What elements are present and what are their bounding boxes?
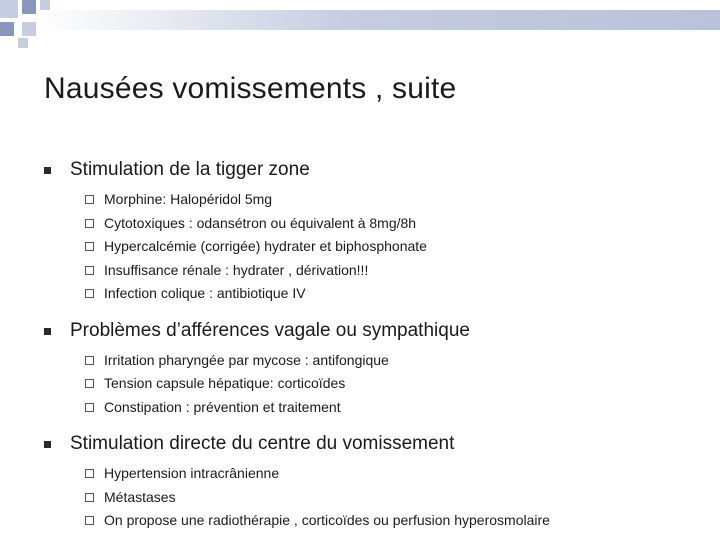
- hollow-square-bullet-icon: [85, 219, 94, 228]
- list-item-text: Infection colique : antibiotique IV: [104, 285, 306, 301]
- slide-content: [44, 158, 704, 546]
- list-item: [44, 235, 704, 259]
- list-item: [44, 509, 704, 533]
- decorative-header: [0, 0, 720, 50]
- decorative-square: [18, 38, 28, 48]
- sub-list: [44, 349, 704, 420]
- list-item: [44, 259, 704, 283]
- hollow-square-bullet-icon: [85, 289, 94, 298]
- hollow-square-bullet-icon: [85, 379, 94, 388]
- hollow-square-bullet-icon: [85, 403, 94, 412]
- list-item: [44, 188, 704, 212]
- hollow-square-bullet-icon: [85, 469, 94, 478]
- list-item-text: Tension capsule hépatique: corticoïdes: [104, 375, 346, 391]
- list-item: [44, 349, 704, 373]
- hollow-square-bullet-icon: [85, 493, 94, 502]
- hollow-square-bullet-icon: [85, 242, 94, 251]
- list-item-text: On propose une radiothérapie , corticoïdes ou perfusion hyperosmolaire: [104, 512, 550, 528]
- section-heading: [44, 432, 704, 456]
- list-item-text: Irritation pharyngée par mycose : antifongique: [104, 351, 389, 368]
- list-item-text: Insuffisance rénale : hydrater , dérivation!!!: [104, 261, 369, 278]
- section: [44, 319, 704, 420]
- decorative-square: [22, 22, 36, 36]
- hollow-square-bullet-icon: [85, 195, 94, 204]
- list-item-text: Métastases: [104, 488, 176, 505]
- sub-list: [44, 188, 704, 306]
- section: [44, 432, 704, 533]
- slide-title: Nausées vomissements , suite: [44, 72, 457, 105]
- square-bullet-icon: [44, 167, 51, 174]
- decorative-square: [40, 0, 50, 10]
- list-item-text: Constipation : prévention et traitement: [104, 398, 341, 415]
- list-item: [44, 462, 704, 486]
- list-item: [44, 486, 704, 510]
- section-heading: [44, 319, 704, 343]
- decorative-square: [0, 0, 18, 18]
- list-item-text: Cytotoxiques : odansétron ou équivalent à 8mg/8h: [104, 214, 417, 231]
- heading-text: Problèmes d’afférences vagale ou sympathique: [70, 319, 470, 341]
- heading-text: Stimulation directe du centre du vomissement: [70, 433, 455, 454]
- square-bullet-icon: [44, 441, 51, 448]
- section-heading: [44, 158, 704, 182]
- hollow-square-bullet-icon: [85, 356, 94, 365]
- list-item: [44, 282, 704, 306]
- hollow-square-bullet-icon: [85, 516, 94, 525]
- sub-list: [44, 462, 704, 533]
- square-bullet-icon: [44, 328, 51, 335]
- heading-text: Stimulation de la tigger zone: [70, 159, 310, 180]
- list-item-text: Morphine: Halopéridol 5mg: [104, 191, 273, 207]
- decorative-square: [22, 0, 36, 14]
- list-item: [44, 372, 704, 396]
- list-item: [44, 396, 704, 420]
- section: [44, 158, 704, 306]
- list-item: [44, 212, 704, 236]
- list-item-text: Hypertension intracrânienne: [104, 465, 280, 481]
- decorative-banner: [38, 10, 720, 30]
- decorative-square: [0, 22, 14, 36]
- list-item-text: Hypercalcémie (corrigée) hydrater et biphosphonate: [104, 238, 427, 254]
- hollow-square-bullet-icon: [85, 266, 94, 275]
